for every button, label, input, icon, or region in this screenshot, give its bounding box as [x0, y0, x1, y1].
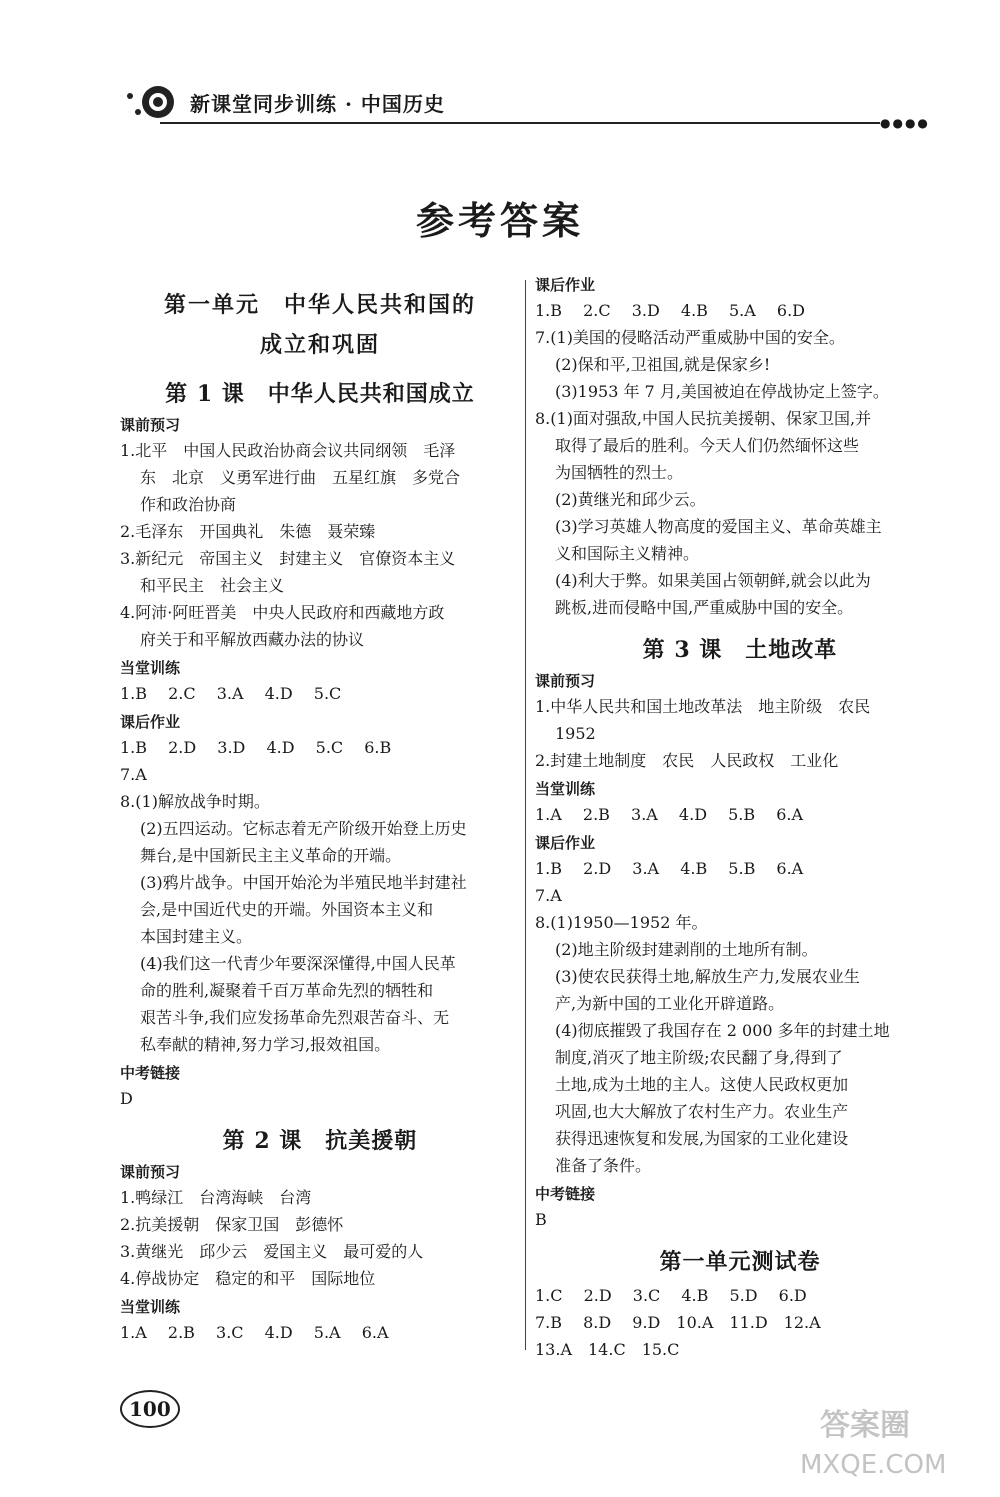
- answer-line: 3.新纪元 帝国主义 封建主义 官僚资本主义: [120, 549, 456, 568]
- answer-line: 1.A 2.B 3.A 4.D 5.B 6.A: [535, 805, 804, 824]
- answer-line: 8.(1)1950—1952 年。: [535, 913, 708, 932]
- answer-line: 7.A: [120, 765, 147, 784]
- answer-line: 4.阿沛·阿旺晋美 中央人民政府和西藏地方政: [120, 603, 445, 622]
- answer-line: 1.B 2.C 3.D 4.B 5.A 6.D: [535, 301, 805, 320]
- answer-line: 1.C 2.D 3.C 4.B 5.D 6.D: [535, 1286, 807, 1305]
- section-heading: 课后作业: [120, 713, 181, 731]
- section-heading: 课后作业: [535, 276, 596, 294]
- answer-line: 本国封建主义。: [140, 927, 253, 946]
- answer-line: B: [535, 1210, 547, 1229]
- answer-line: 1.B 2.C 3.A 4.D 5.C: [120, 684, 342, 703]
- answer-line: (3)使农民获得土地,解放生产力,发展农业生: [555, 967, 860, 986]
- unit-title: 第一单元 中华人民共和国的: [163, 292, 476, 318]
- answer-line: 跳板,进而侵略中国,严重威胁中国的安全。: [555, 598, 854, 617]
- answer-line: 准备了条件。: [555, 1156, 652, 1175]
- answer-line: (2)保和平,卫祖国,就是保家乡!: [555, 355, 771, 374]
- answer-line: 为国牺牲的烈士。: [555, 463, 684, 482]
- answer-line: 艰苦斗争,我们应发扬革命先烈艰苦奋斗、无: [140, 1008, 450, 1027]
- answer-line: 1.B 2.D 3.D 4.D 5.C 6.B: [120, 738, 392, 757]
- section-heading: 课前预习: [120, 416, 181, 434]
- answer-line: 2.封建土地制度 农民 人民政权 工业化: [535, 751, 839, 770]
- answer-line: 1.中华人民共和国土地改革法 地主阶级 农民: [535, 697, 871, 716]
- page-number: 100: [120, 1390, 180, 1428]
- unit-test-title: 第一单元测试卷: [659, 1249, 821, 1275]
- answer-line: 东 北京 义勇军进行曲 五星红旗 多党合: [140, 468, 461, 487]
- answer-line: 7.(1)美国的侵略活动严重威胁中国的安全。: [535, 328, 845, 347]
- answer-line: 2.抗美援朝 保家卫国 彭德怀: [120, 1215, 344, 1234]
- lesson-2-title: 第 2 课 抗美援朝: [222, 1128, 418, 1154]
- answer-line: 作和政治协商: [140, 495, 237, 514]
- answer-line: 和平民主 社会主义: [140, 576, 285, 595]
- answer-line: (2)五四运动。它标志着无产阶级开始登上历史: [140, 819, 467, 838]
- answer-line: 1.北平 中国人民政治协商会议共同纲领 毛泽: [120, 441, 456, 460]
- answer-line: 8.(1)解放战争时期。: [120, 792, 270, 811]
- answer-line: 会,是中国近代史的开端。外国资本主义和: [140, 900, 434, 919]
- answer-line: D: [120, 1089, 133, 1108]
- answer-line: 私奉献的精神,努力学习,报效祖国。: [140, 1035, 391, 1054]
- answer-line: 土地,成为土地的主人。这使人民政权更加: [555, 1075, 849, 1094]
- lesson-3-title: 第 3 课 土地改革: [642, 637, 838, 663]
- header-dots: ●●●●: [880, 116, 930, 130]
- answer-line: 1.B 2.D 3.A 4.B 5.B 6.A: [535, 859, 804, 878]
- section-heading: 中考链接: [535, 1185, 596, 1203]
- answer-line: 8.(1)面对强敌,中国人民抗美援朝、保家卫国,并: [535, 409, 872, 428]
- watermark-url: MXQE.COM: [800, 1450, 947, 1480]
- right-column: [535, 270, 945, 1363]
- section-heading: 当堂训练: [120, 659, 181, 677]
- page-header: [120, 82, 940, 132]
- answer-line: 3.黄继光 邱少云 爱国主义 最可爱的人: [120, 1242, 424, 1261]
- answer-line: (2)黄继光和邱少云。: [555, 490, 706, 509]
- answer-line: 2.毛泽东 开国典礼 朱德 聂荣臻: [120, 522, 376, 541]
- section-heading: 课后作业: [535, 834, 596, 852]
- answer-line: (4)彻底摧毁了我国存在 2 000 多年的封建土地: [555, 1021, 890, 1040]
- section-heading: 当堂训练: [535, 780, 596, 798]
- section-heading: 中考链接: [120, 1064, 181, 1082]
- answer-line: 7.A: [535, 886, 562, 905]
- answer-line: 制度,消灭了地主阶级;农民翻了身,得到了: [555, 1048, 843, 1067]
- answer-line: 义和国际主义精神。: [555, 544, 700, 563]
- page-title: 参考答案: [415, 198, 584, 243]
- answer-line: 4.停战协定 稳定的和平 国际地位: [120, 1269, 376, 1288]
- answer-line: 产,为新中国的工业化开辟道路。: [555, 994, 785, 1013]
- answer-line: 府关于和平解放西藏办法的协议: [140, 630, 365, 649]
- answer-line: (3)1953 年 7 月,美国被迫在停战协定上签字。: [555, 382, 889, 401]
- watermark-logo: 答案圈: [820, 1408, 910, 1443]
- answer-line: 7.B 8.D 9.D 10.A 11.D 12.A: [535, 1313, 821, 1332]
- answer-line: 巩固,也大大解放了农村生产力。农业生产: [555, 1102, 849, 1121]
- answer-line: (3)学习英雄人物高度的爱国主义、革命英雄主: [555, 517, 882, 536]
- answer-line: 1.A 2.B 3.C 4.D 5.A 6.A: [120, 1323, 389, 1342]
- answer-line: (4)我们这一代青少年要深深懂得,中国人民革: [140, 954, 456, 973]
- column-divider: [525, 280, 526, 1350]
- lesson-1-title: 第 1 课 中华人民共和国成立: [165, 381, 475, 407]
- answer-line: 舞台,是中国新民主主义革命的开端。: [140, 846, 402, 865]
- section-heading: 课前预习: [535, 672, 596, 690]
- answer-line: 1952: [555, 724, 596, 743]
- answer-line: 获得迅速恢复和发展,为国家的工业化建设: [555, 1129, 849, 1148]
- unit-title-line2: 成立和巩固: [259, 332, 380, 358]
- header-divider: [160, 122, 880, 124]
- left-column: [120, 270, 520, 1346]
- answer-line: 13.A 14.C 15.C: [535, 1340, 680, 1359]
- logo-icon: [120, 82, 180, 122]
- answer-line: (3)鸦片战争。中国开始沦为半殖民地半封建社: [140, 873, 467, 892]
- answer-line: 命的胜利,凝聚着千百万革命先烈的牺牲和: [140, 981, 434, 1000]
- section-heading: 课前预习: [120, 1163, 181, 1181]
- answer-line: (2)地主阶级封建剥削的土地所有制。: [555, 940, 818, 959]
- answer-line: 取得了最后的胜利。今天人们仍然缅怀这些: [555, 436, 860, 455]
- answer-line: (4)利大于弊。如果美国占领朝鲜,就会以此为: [555, 571, 871, 590]
- section-heading: 当堂训练: [120, 1298, 181, 1316]
- answer-line: 1.鸭绿江 台湾海峡 台湾: [120, 1188, 312, 1207]
- header-title: 新课堂同步训练 · 中国历史: [190, 92, 445, 116]
